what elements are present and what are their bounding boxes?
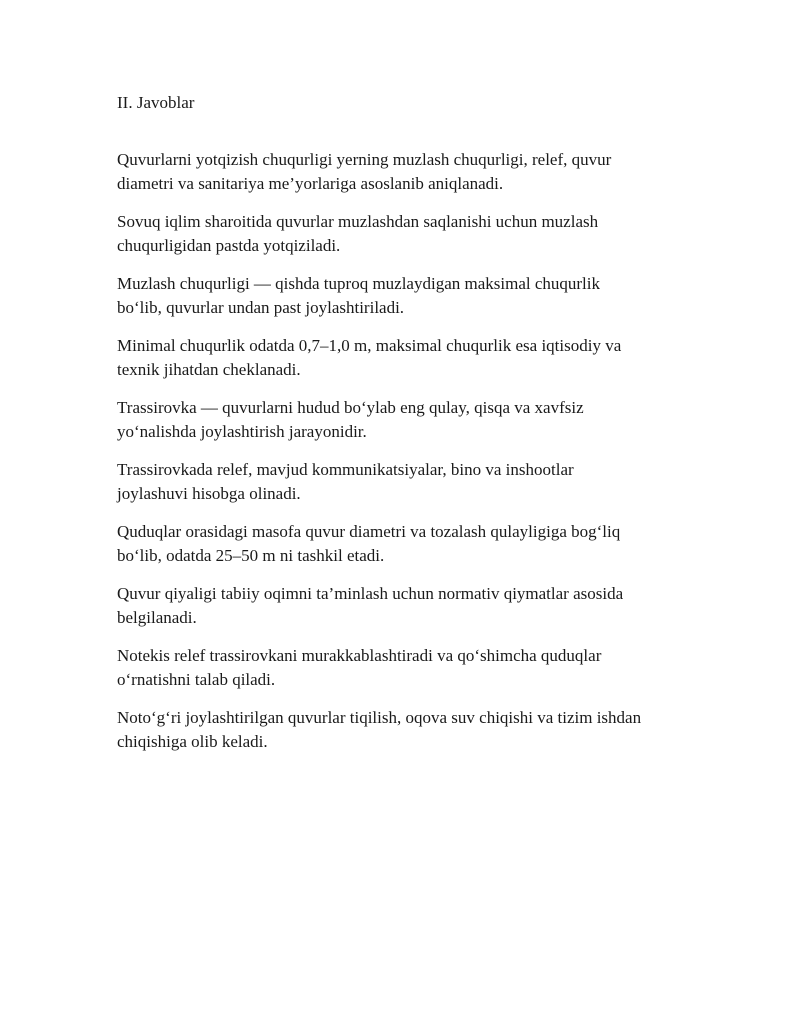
answer-paragraph-8: Quvur qiyaligi tabiiy oqimni ta’minlash uchun normativ qiymatlar asosida belgilanadi.	[117, 584, 624, 627]
answer-paragraph-2: Sovuq iqlim sharoitida quvurlar muzlashdan saqlanishi uchun muzlash chuqurligidan pastda yotqiziladi.	[117, 212, 599, 255]
answer-paragraph-1: Quvurlarni yotqizish chuqurligi yerning muzlash chuqurligi, relef, quvur diametri va sanitariya me’yorlariga asoslanib aniqlanadi.	[117, 150, 612, 193]
answer-paragraph-5: Trassirovka — quvurlarni hudud bo‘ylab eng qulay, qisqa va xavfsiz yo‘nalishda joylashtirish jarayonidir.	[117, 398, 584, 441]
answer-paragraph-3: Muzlash chuqurligi — qishda tuproq muzlaydigan maksimal chuqurlik bo‘lib, quvurlar undan past joylashtiriladi.	[117, 274, 600, 317]
answer-paragraph-6: Trassirovkada relef, mavjud kommunikatsiyalar, bino va inshootlar joylashuvi hisobga olinadi.	[117, 460, 574, 503]
document-content	[117, 91, 697, 768]
answer-paragraph-7: Quduqlar orasidagi masofa quvur diametri va tozalash qulayligiga bog‘liq bo‘lib, odatda 25–50 m ni tashkil etadi.	[117, 522, 621, 565]
answer-paragraph-10: Noto‘g‘ri joylashtirilgan quvurlar tiqilish, oqova suv chiqishi va tizim ishdan chiqishiga olib keladi.	[117, 708, 642, 751]
answer-paragraph-4: Minimal chuqurlik odatda 0,7–1,0 m, maksimal chuqurlik esa iqtisodiy va texnik jihatdan cheklanadi.	[117, 336, 622, 379]
answer-paragraph-9: Notekis relef trassirovkani murakkablashtiradi va qo‘shimcha quduqlar o‘rnatishni talab qiladi.	[117, 646, 602, 689]
section-heading: II. Javoblar	[117, 93, 195, 112]
